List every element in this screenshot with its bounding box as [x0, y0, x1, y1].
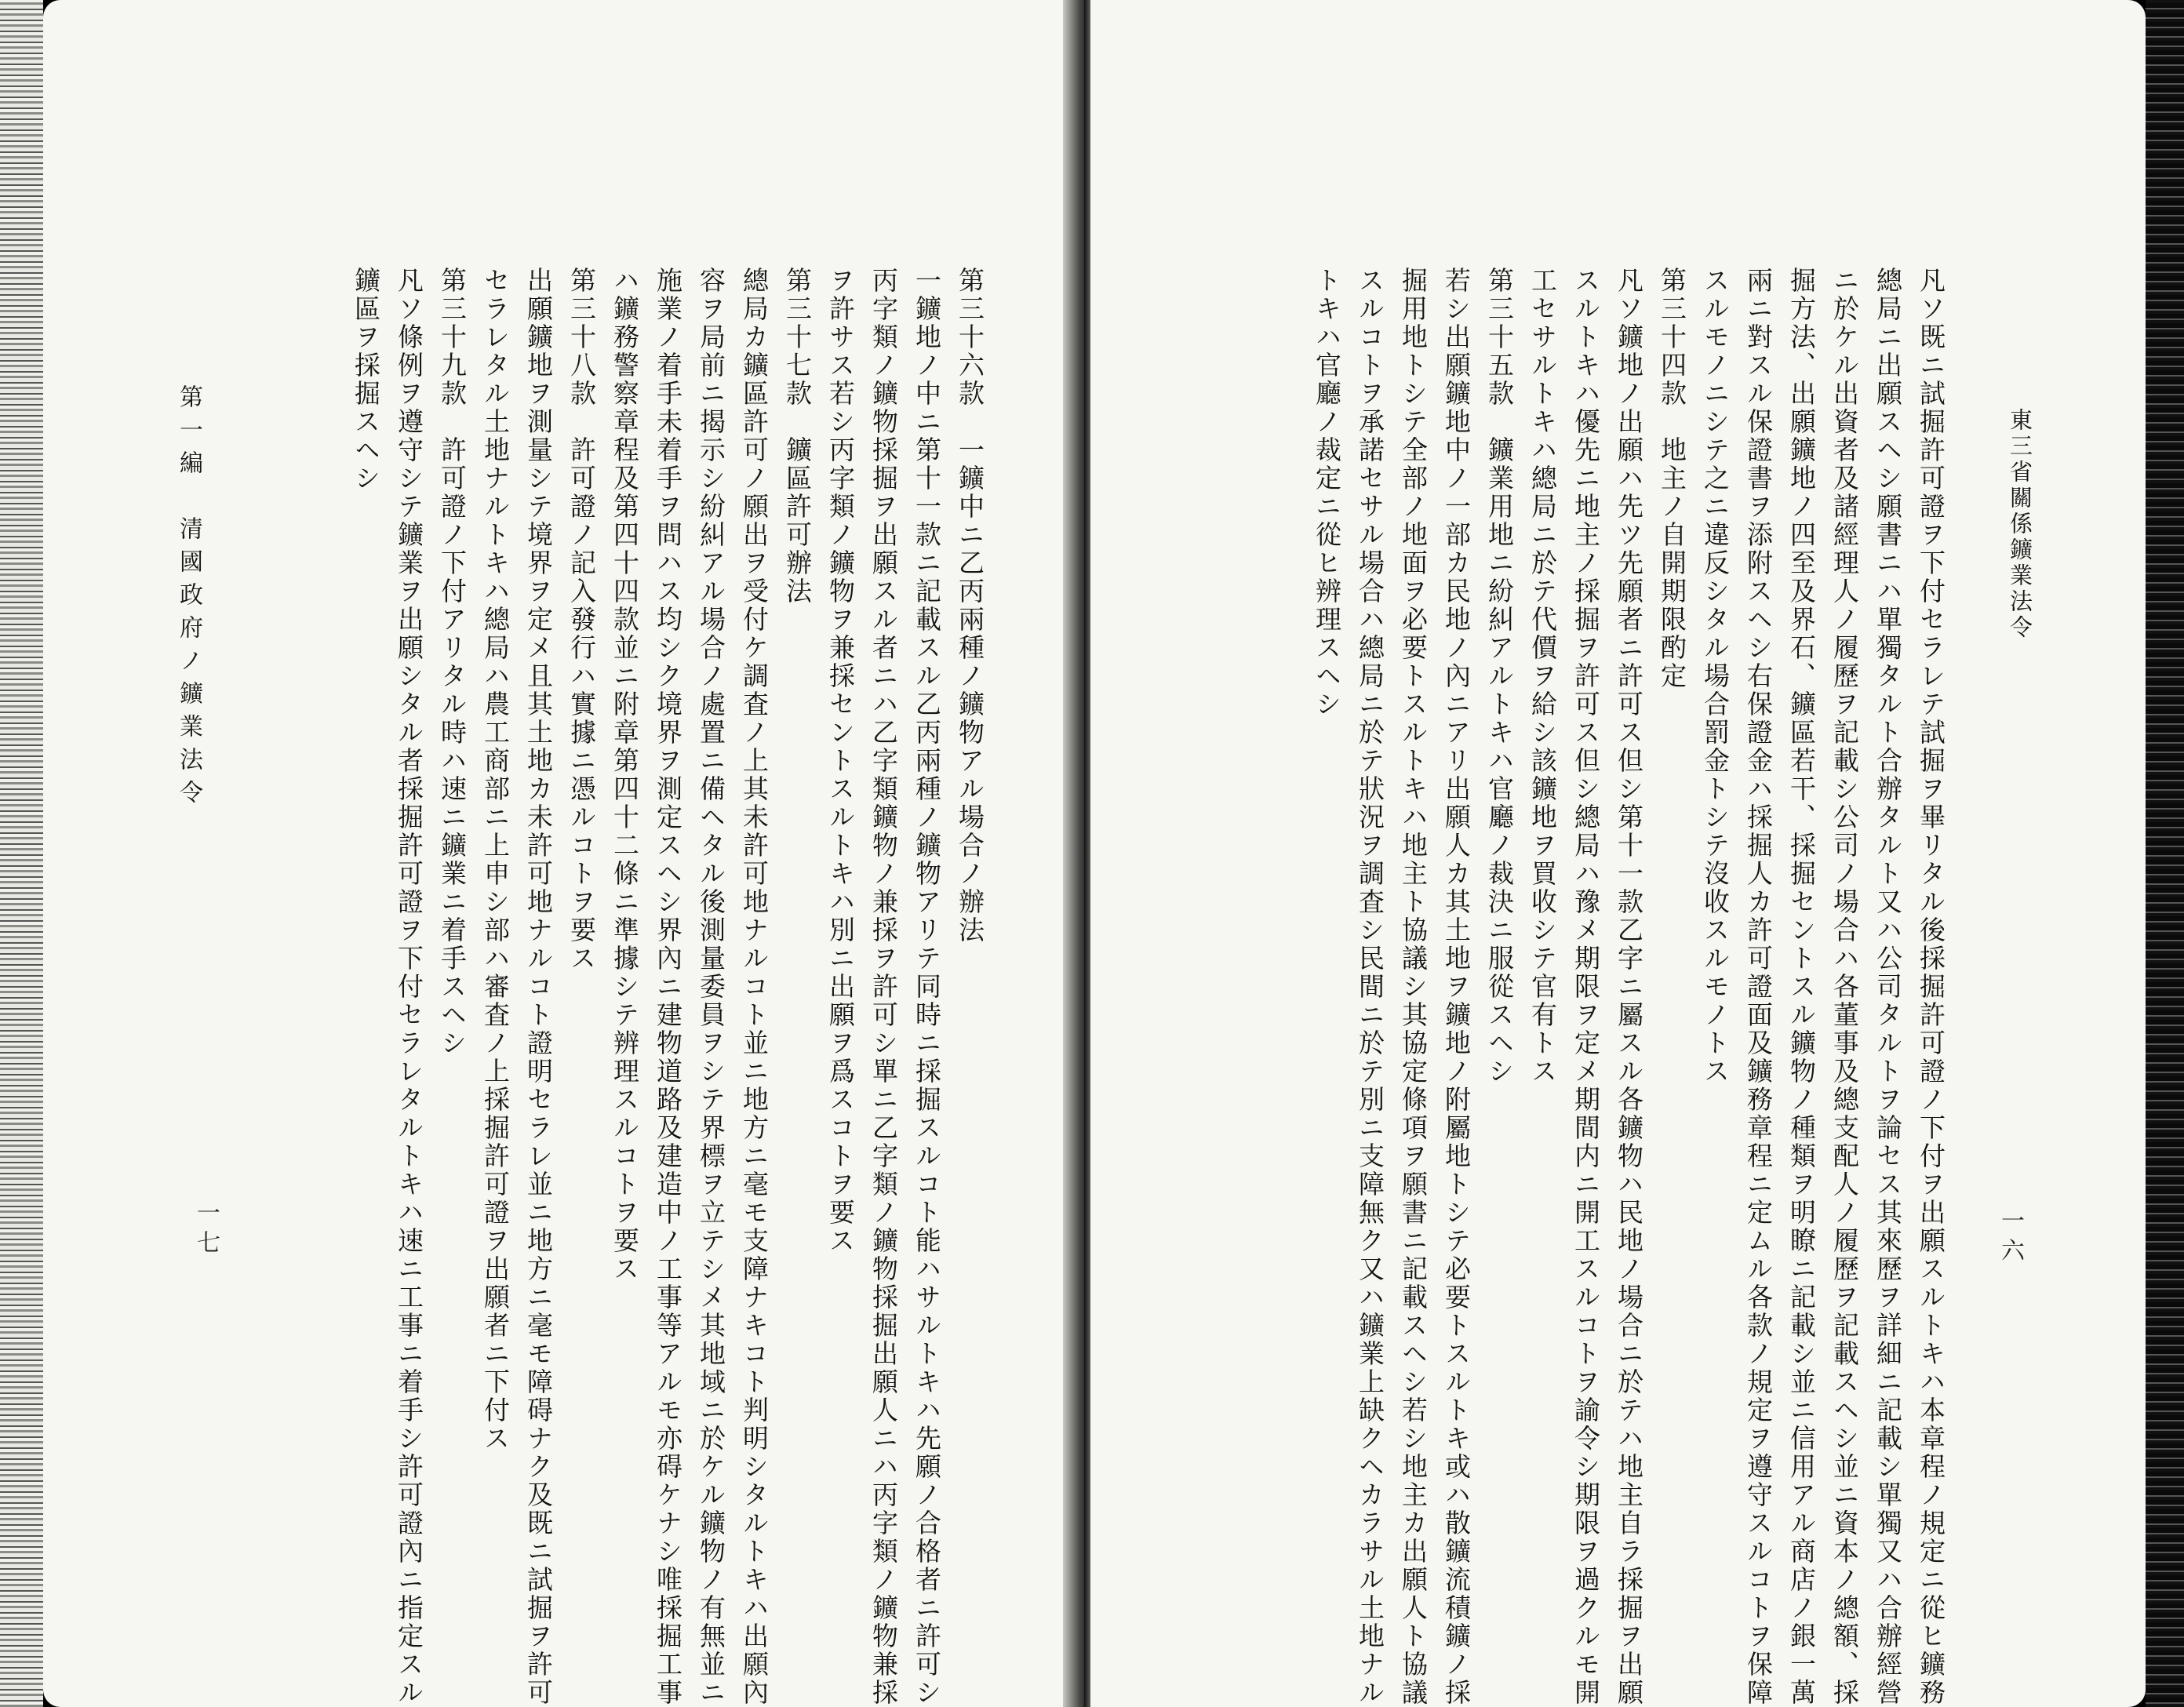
right-line-9: スルトキハ優先ニ地主ノ採掘ヲ許可ス但シ總局ハ豫メ期限ヲ定メ期間内ニ開工スルコトヲ諭令シ期限ヲ過クルモ開	[1571, 267, 1601, 1707]
left-page	[43, 0, 1063, 1707]
right-line-5: 兩ニ對スル保證書ヲ添附スヘシ右保證金ハ採掘人カ許可證面及鑛務章程ニ定ムル各款ノ規定ヲ遵守スルコトヲ保障	[1743, 267, 1774, 1707]
left-line-11: 出願鑛地ヲ測量シテ境界ヲ定メ且其土地カ未許可地ナルコト證明セラレ並ニ地方ニ毫モ障碍ナク及既ニ試掘ヲ許可	[523, 267, 554, 1707]
left-line-1: 第三十六款 一鑛中ニ乙丙兩種ノ鑛物アル場合ノ辦法	[955, 267, 985, 944]
left-line-9: ハ鑛務警察章程及第四十四款並ニ附章第四十二條ニ準據シテ辨理スルコトヲ要ス	[610, 267, 640, 1283]
right-header: 東三省關係鑛業法令	[2007, 408, 2033, 641]
left-line-8: 施業ノ着手未着手ヲ問ハス均シク境界ヲ測定スヘシ界內ニ建物道路及建造中ノ工事等アルモ亦碍ケナシ唯採掘工事	[653, 267, 683, 1707]
right-line-13: 掘用地トシテ全部ノ地面ヲ必要トスルトキハ地主ト協議シ其協定條項ヲ願書ニ記載スヘシ若シ地主カ出願人ト協議	[1398, 267, 1429, 1707]
left-line-14: 凡ソ條例ヲ遵守シテ鑛業ヲ出願シタル者採掘許可證ヲ下付セラレタルトキハ速ニ工事ニ着手シ許可證內ニ指定スル	[394, 267, 424, 1707]
left-line-12: セラレタル土地ナルトキハ總局ハ農工商部ニ上申シ部ハ審査ノ上採掘許可證ヲ出願者ニ下付ス	[480, 267, 511, 1453]
right-line-8: 凡ソ鑛地ノ出願ハ先ツ先願者ニ許可ス但シ第十一款乙字ニ屬スル各鑛物ハ民地ノ場合ニ於テハ地主自ラ採掘ヲ出願	[1614, 267, 1644, 1707]
left-line-10: 第三十八款 許可證ノ記入發行ハ實據ニ憑ルコトヲ要ス	[566, 267, 597, 973]
right-line-6: スルモノニシテ之ニ違反シタル場合罰金トシテ沒收スルモノトス	[1700, 267, 1731, 1086]
left-page-number: 一七	[192, 1200, 220, 1260]
left-line-6: 總局カ鑛區許可ノ願出ヲ受付ケ調査ノ上其未許可地ナルコト並ニ地方ニ毫モ支障ナキコト判明シタルトキハ出願內	[739, 267, 770, 1707]
left-line-3: 丙字類ノ鑛物採掘ヲ出願スル者ニハ乙字類鑛物ノ兼採ヲ許可シ單ニ乙字類ノ鑛物採掘出願人ニハ丙字類ノ鑛物兼採	[868, 267, 899, 1707]
left-line-15: 鑛區ヲ採掘スヘシ	[351, 267, 381, 493]
scan-edge-left	[0, 0, 43, 1707]
right-line-1: 凡ソ既ニ試掘許可證ヲ下付セラレテ試掘ヲ畢リタル後採掘許可證ノ下付ヲ出願スルトキハ本章程ノ規定ニ從ヒ鑛務	[1916, 267, 1946, 1707]
left-line-4: ヲ許サス若シ丙字類ノ鑛物ヲ兼採セントスルトキハ別ニ出願ヲ爲スコトヲ要ス	[825, 267, 856, 1255]
left-footer-title: 第一編 清國政府ノ鑛業法令	[175, 384, 202, 813]
right-line-12: 若シ出願鑛地中ノ一部カ民地ノ內ニアリ出願人カ其土地ヲ鑛地ノ附屬地トシテ必要トスルトキ或ハ散鑛流積鑛ノ採	[1441, 267, 1472, 1707]
right-line-3: ニ於ケル出資者及諸經理人ノ履歷ヲ記載シ公司ノ場合ハ各董事及總支配人ノ履歷ヲ記載スヘシ並ニ資本ノ總額、採	[1829, 267, 1860, 1707]
right-line-10: 工セサルトキハ總局ニ於テ代價ヲ給シ該鑛地ヲ買收シテ官有トス	[1527, 267, 1558, 1086]
left-line-7: 容ヲ局前ニ揭示シ紛糾アル場合ノ處置ニ備ヘタル後測量委員ヲシテ界標ヲ立テシメ其地域ニ於ケル鑛物ノ有無並ニ	[696, 267, 726, 1707]
right-line-4: 掘方法、出願鑛地ノ四至及界石、鑛區若干、採掘セントスル鑛物ノ種類ヲ明瞭ニ記載シ並ニ信用アル商店ノ銀一萬	[1786, 267, 1817, 1707]
right-line-15: トキハ官廳ノ裁定ニ從ヒ辨理スヘシ	[1312, 267, 1342, 719]
right-line-7: 第三十四款 地主ノ自開期限酌定	[1657, 267, 1687, 690]
right-line-14: スルコトヲ承諾セサル場合ハ總局ニ於テ狀況ヲ調査シ民間ニ於テ別ニ支障無ク又ハ鑛業上缺クヘカラサル土地ナル	[1355, 267, 1385, 1707]
scan-edge-right	[2146, 0, 2184, 1707]
left-line-13: 第三十九款 許可證ノ下付アリタル時ハ速ニ鑛業ニ着手スヘシ	[437, 267, 468, 1057]
right-line-2: 總局ニ出願スヘシ願書ニハ單獨タルト合辦タルト又ハ公司タルトヲ論セス其來歷ヲ詳細ニ記載シ單獨又ハ合辦經營	[1873, 267, 1903, 1707]
right-page-number: 一六	[1997, 1208, 2024, 1268]
left-line-2: 一鑛地ノ中ニ第十一款ニ記載スル乙丙兩種ノ鑛物アリテ同時ニ採掘スルコト能ハサルトキハ先願ノ合格者ニ許可シ	[912, 267, 942, 1707]
right-line-11: 第三十五款 鑛業用地ニ紛糾アルトキハ官廳ノ裁決ニ服從スヘシ	[1484, 267, 1515, 1086]
right-page	[1090, 0, 2146, 1707]
left-line-5: 第三十七款 鑛區許可辦法	[782, 267, 813, 606]
